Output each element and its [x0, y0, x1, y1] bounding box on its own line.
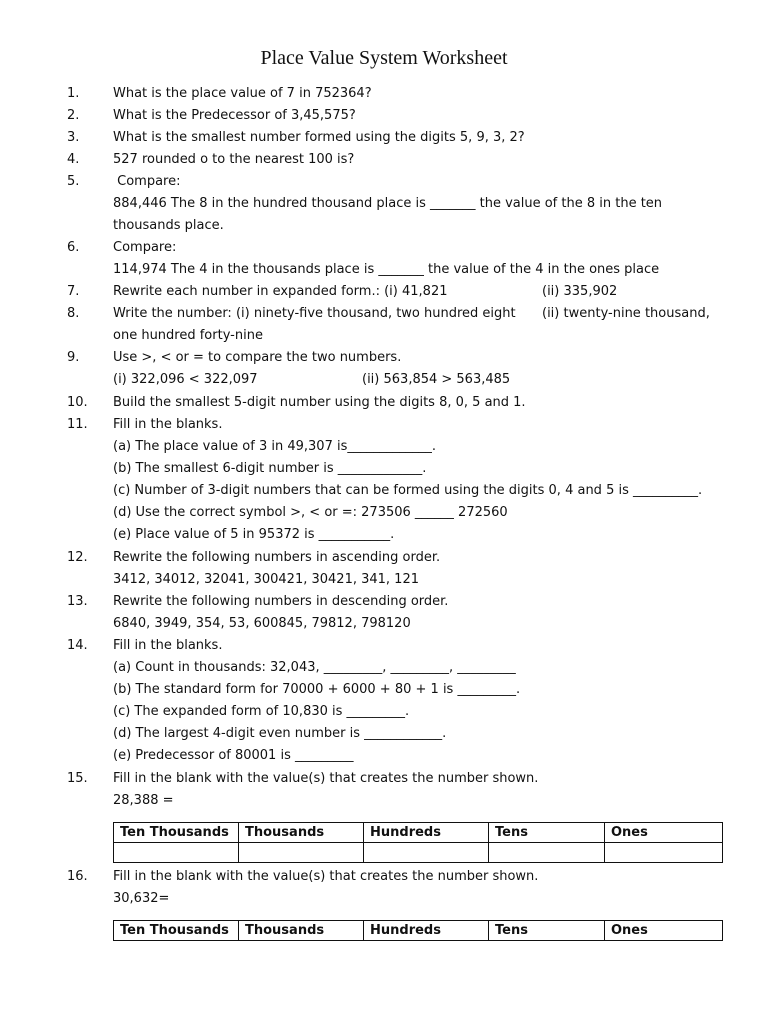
answer-cell-ten-thousands[interactable]	[114, 843, 239, 863]
question-number: 12.	[67, 550, 88, 565]
question-14-item-a: (a) Count in thousands: 32,043, _________, _________, _________	[113, 660, 516, 675]
question-text: Rewrite each number in expanded form.: (i) 41,821	[113, 284, 448, 299]
question-text: Fill in the blanks.	[113, 638, 223, 653]
place-value-table-15	[113, 822, 723, 863]
question-number: 6.	[67, 240, 80, 255]
header-ones: Ones	[605, 921, 723, 941]
question-8-part-2: (ii) twenty-nine thousand,	[542, 306, 710, 321]
question-text: Compare:	[113, 240, 177, 255]
question-14-item-c: (c) The expanded form of 10,830 is _________.	[113, 704, 410, 719]
question-11-item-c: (c) Number of 3-digit numbers that can be formed using the digits 0, 4 and 5 is __________.	[113, 483, 703, 498]
question-number: 4.	[67, 152, 80, 167]
question-text: Write the number: (i) ninety-five thousand, two hundred eight	[113, 306, 516, 321]
question-number: 15.	[67, 771, 88, 786]
question-15-number: 28,388 =	[113, 793, 174, 808]
question-number: 5.	[67, 174, 80, 189]
answer-cell-ones[interactable]	[605, 843, 723, 863]
question-5-line-2: 884,446 The 8 in the hundred thousand place is _______ the value of the 8 in the ten	[113, 196, 663, 211]
header-ones: Ones	[605, 823, 723, 843]
header-thousands: Thousands	[239, 823, 364, 843]
question-11-item-a: (a) The place value of 3 in 49,307 is_____________.	[113, 439, 436, 454]
question-text: Compare:	[113, 174, 181, 189]
question-number: 8.	[67, 306, 80, 321]
answer-cell-hundreds[interactable]	[364, 843, 489, 863]
question-number: 1.	[67, 86, 80, 101]
table-header-row	[114, 921, 723, 941]
question-number: 11.	[67, 417, 88, 432]
question-11-item-d: (d) Use the correct symbol >, < or =: 273506 ______ 272560	[113, 505, 508, 520]
header-tens: Tens	[489, 921, 605, 941]
question-number: 10.	[67, 395, 88, 410]
header-ten-thousands: Ten Thousands	[114, 921, 239, 941]
question-5-line-3: thousands place.	[113, 218, 224, 233]
question-number: 3.	[67, 130, 80, 145]
question-9-part-1: (i) 322,096 < 322,097	[113, 372, 258, 387]
question-11-item-e: (e) Place value of 5 in 95372 is ___________.	[113, 527, 395, 542]
question-number: 7.	[67, 284, 80, 299]
question-text: 527 rounded o to the nearest 100 is?	[113, 152, 355, 167]
question-13-numbers: 6840, 3949, 354, 53, 600845, 79812, 798120	[113, 616, 411, 631]
question-text: Build the smallest 5-digit number using the digits 8, 0, 5 and 1.	[113, 395, 526, 410]
question-14-item-b: (b) The standard form for 70000 + 6000 + 80 + 1 is _________.	[113, 682, 521, 697]
question-11-item-b: (b) The smallest 6-digit number is _____________.	[113, 461, 427, 476]
header-thousands: Thousands	[239, 921, 364, 941]
question-text: Fill in the blank with the value(s) that creates the number shown.	[113, 771, 539, 786]
header-hundreds: Hundreds	[364, 921, 489, 941]
question-number: 14.	[67, 638, 88, 653]
place-value-table-16	[113, 920, 723, 941]
question-14-item-d: (d) The largest 4-digit even number is ____________.	[113, 726, 447, 741]
question-number: 13.	[67, 594, 88, 609]
question-text: Rewrite the following numbers in ascending order.	[113, 550, 441, 565]
header-tens: Tens	[489, 823, 605, 843]
question-14-item-e: (e) Predecessor of 80001 is _________	[113, 748, 354, 763]
question-text: Fill in the blanks.	[113, 417, 223, 432]
question-text: What is the place value of 7 in 752364?	[113, 86, 372, 101]
question-number: 9.	[67, 350, 80, 365]
question-12-numbers: 3412, 34012, 32041, 300421, 30421, 341, 121	[113, 572, 419, 587]
question-text: Rewrite the following numbers in descending order.	[113, 594, 449, 609]
question-text: Use >, < or = to compare the two numbers.	[113, 350, 402, 365]
question-text: Fill in the blank with the value(s) that creates the number shown.	[113, 869, 539, 884]
question-9-part-2: (ii) 563,854 > 563,485	[362, 372, 511, 387]
question-16-number: 30,632=	[113, 891, 170, 906]
question-text: What is the smallest number formed using the digits 5, 9, 3, 2?	[113, 130, 525, 145]
answer-cell-thousands[interactable]	[239, 843, 364, 863]
answer-cell-tens[interactable]	[489, 843, 605, 863]
header-ten-thousands: Ten Thousands	[114, 823, 239, 843]
question-8-line-2: one hundred forty-nine	[113, 328, 263, 343]
question-number: 2.	[67, 108, 80, 123]
header-hundreds: Hundreds	[364, 823, 489, 843]
page-title: Place Value System Worksheet	[260, 47, 508, 69]
question-text: What is the Predecessor of 3,45,575?	[113, 108, 356, 123]
question-6-line-2: 114,974 The 4 in the thousands place is _______ the value of the 4 in the ones place	[113, 262, 660, 277]
table-answer-row	[114, 843, 723, 863]
question-number: 16.	[67, 869, 88, 884]
table-header-row	[114, 823, 723, 843]
question-7-part-2: (ii) 335,902	[542, 284, 618, 299]
